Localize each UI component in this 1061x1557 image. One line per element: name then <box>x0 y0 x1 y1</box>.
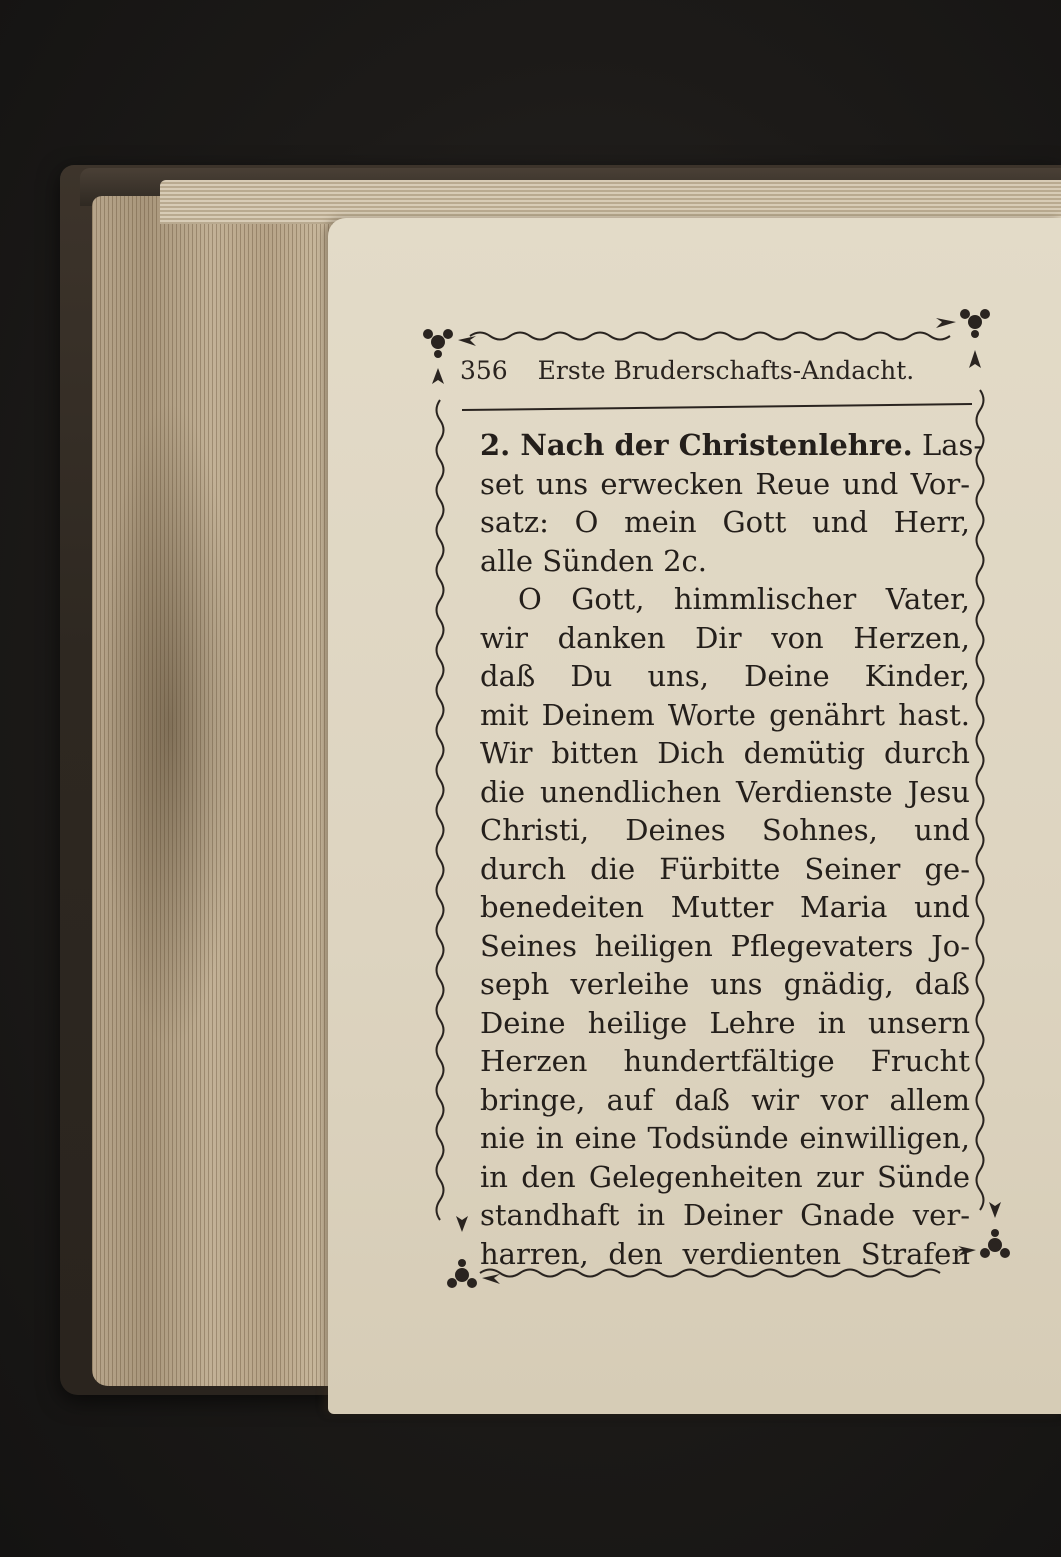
text-line: bringe, auf daß wir vor allem <box>480 1082 970 1117</box>
text-line: Christi, Deines Sohnes, und <box>480 813 970 847</box>
fleuron-icon <box>960 309 990 338</box>
text-line: daß Du uns, Deine Kinder, <box>480 659 970 693</box>
arrow-icon <box>482 1274 500 1284</box>
section-heading: 2. Nach der Christenlehre. <box>480 428 913 462</box>
text-line: Herzen hundertfältige Frucht <box>480 1044 970 1078</box>
text-line: wir danken Dir von Herzen, <box>480 620 970 655</box>
top-border <box>470 333 950 340</box>
text-line: standhaft in Deiner Gnade ver- <box>480 1198 970 1232</box>
text-line: alle Sünden 2c. <box>480 543 707 578</box>
fleuron-icon <box>423 329 453 358</box>
running-header <box>460 356 950 396</box>
fleuron-icon <box>980 1229 1010 1258</box>
text-line: O Gott, himmlischer Vater, <box>518 582 970 616</box>
text-line: nie in eine Todsünde einwilligen, <box>480 1121 970 1155</box>
arrow-icon <box>456 1216 468 1232</box>
text-line: set uns erwecken Reue und Vor- <box>480 466 970 501</box>
text-line: die unendlichen Verdienste Jesu <box>480 774 970 809</box>
text-line: harren, den verdienten Strafen <box>480 1236 970 1271</box>
text-line: durch die Fürbitte Seiner ge- <box>480 851 970 886</box>
fleuron-icon <box>447 1259 477 1288</box>
running-title: Erste Bruderschafts-Andacht. <box>537 356 915 385</box>
text-line: benedeiten Mutter Maria und <box>480 890 970 924</box>
left-border <box>437 400 444 1220</box>
arrow-icon <box>989 1202 1001 1218</box>
text-line: Wir bitten Dich demütig durch <box>480 736 970 770</box>
text-line: seph verleihe uns gnädig, daß <box>480 967 970 1001</box>
header-rule <box>462 404 972 410</box>
right-border <box>977 390 984 1210</box>
text-line: Deine heilige Lehre in unsern <box>480 1005 970 1040</box>
text-line: Seines heiligen Pflegevaters Jo- <box>480 928 970 963</box>
arrow-icon <box>936 318 956 328</box>
arrow-icon <box>969 350 981 368</box>
arrow-icon <box>432 368 444 384</box>
text-fragment: Las- <box>921 428 984 462</box>
text-line: mit Deinem Worte genährt hast. <box>480 697 970 732</box>
body-text <box>480 426 984 1273</box>
text-line: satz: O mein Gott und Herr, <box>480 505 970 539</box>
text-line <box>480 426 984 465</box>
arrow-icon <box>458 336 476 346</box>
text-line: in den Gelegenheiten zur Sünde <box>480 1159 970 1194</box>
page-number: 356 <box>460 356 508 385</box>
